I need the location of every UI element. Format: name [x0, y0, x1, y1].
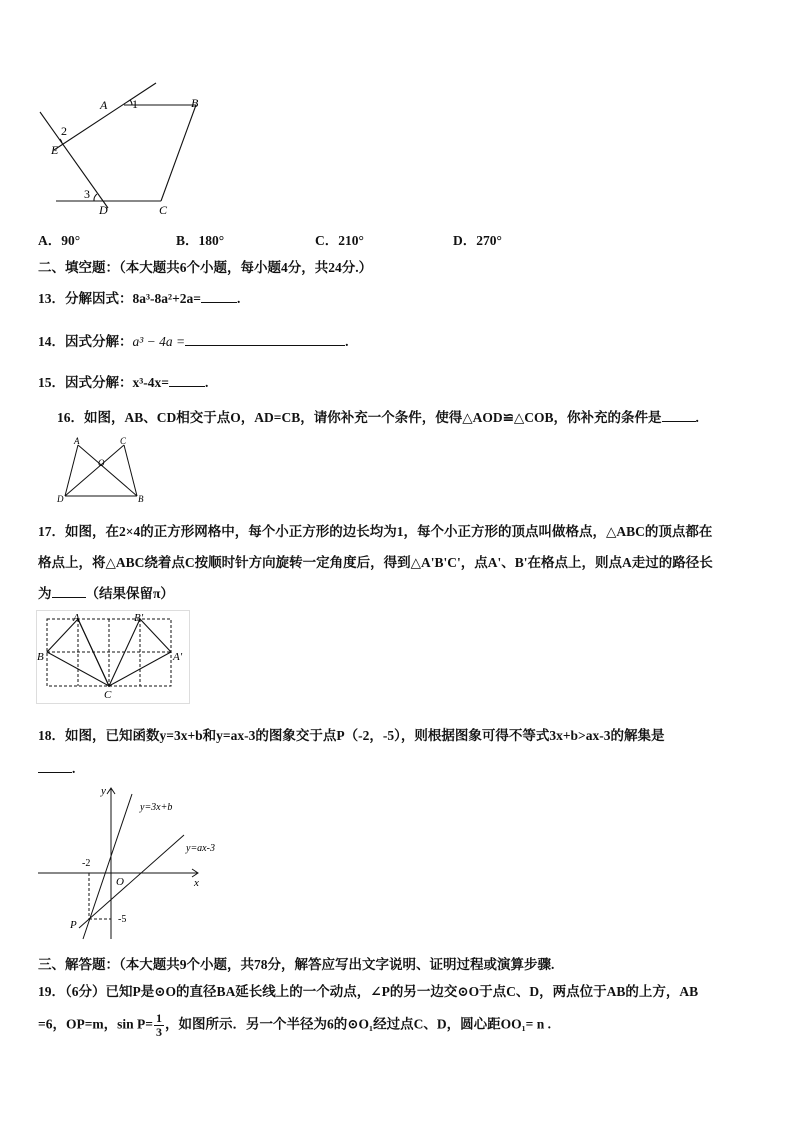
- question-15: [38, 371, 208, 391]
- q14-suffix: .: [345, 334, 349, 349]
- q18-suffix: .: [72, 761, 76, 776]
- label-A: A: [100, 98, 108, 112]
- segment-B-C: [161, 105, 196, 201]
- q15-expr: x³-4x=: [132, 375, 169, 390]
- label-B: B: [191, 96, 199, 110]
- q17-line3-suffix: （结果保留π）: [85, 586, 174, 601]
- label-origin: O: [116, 876, 124, 888]
- segment-C-B: [124, 445, 137, 496]
- label-D: D: [57, 494, 64, 504]
- label-B: B: [138, 494, 144, 504]
- q12-option-c: C．210°: [315, 233, 364, 248]
- question-19-line-1: 19．（6分）已知P是⊙O的直径BA延长线上的一个动点，∠P的另一边交⊙O于点C、D，两点位于AB的上方，AB: [38, 984, 699, 999]
- angle-arc-3: [94, 194, 97, 201]
- label-x-axis: x: [194, 877, 199, 889]
- segment-A-B: [78, 445, 137, 496]
- section2-header: 二、填空题：（本大题共6个小题，每小题4分，共24分.）: [38, 260, 373, 275]
- line-y-ax-3: [79, 835, 184, 928]
- label-A: A: [74, 436, 80, 446]
- label-line-ax-3: y=ax-3: [186, 843, 215, 854]
- figure-frame: [37, 611, 190, 704]
- label-line-3x-b: y=3x+b: [140, 802, 173, 813]
- label-A: A: [73, 612, 80, 624]
- q18-answer-blank: [38, 760, 72, 773]
- q18-figure: [36, 782, 236, 942]
- label-C: C: [104, 689, 112, 701]
- question-17-line-3: [38, 582, 174, 602]
- q12-option-b: B．180°: [176, 233, 225, 248]
- label-y-axis: y: [101, 785, 106, 797]
- label-point-P: P: [70, 919, 77, 931]
- q17-answer-blank: [52, 585, 86, 598]
- question-19-line-2: [38, 1012, 551, 1039]
- label-3: 3: [84, 187, 90, 201]
- q19-fraction: [154, 1012, 164, 1039]
- question-16: [57, 406, 699, 426]
- q19-fraction-numerator: 1: [155, 1011, 162, 1025]
- question-17-line-2: 格点上，将△ABC绕着点C按顺时针方向旋转一定角度后，得到△A'B'C'，点A'、B'在格点上，则点A走过的路径长: [38, 555, 713, 570]
- q12-option-d: D．270°: [453, 233, 502, 248]
- label-C: C: [159, 203, 168, 217]
- q13-prefix: 13．分解因式：: [38, 291, 133, 306]
- label-1: 1: [132, 97, 138, 111]
- question-17-line-1: 17．如图，在2×4的正方形网格中，每个小正方形的边长均为1，每个小正方形的顶点叫做格点，△ABC的顶点都在: [38, 524, 713, 539]
- q16-answer-blank: [662, 409, 696, 422]
- q12-option-a: A．90°: [38, 233, 81, 248]
- label-B: B: [37, 651, 44, 663]
- label-D: D: [99, 203, 108, 217]
- q14-expr: a³ − 4a =: [132, 334, 186, 349]
- label-minus-5: -5: [118, 914, 127, 925]
- q12-figure: [36, 80, 226, 220]
- q17-line3-prefix: 为: [38, 586, 52, 601]
- line-through-E-A: [54, 83, 156, 150]
- q16-text: 16．如图，AB、CD相交于点O，AD=CB，请你补充一个条件，使得△AOD≌△COB，你补充的条件是: [57, 410, 662, 425]
- question-13: [38, 287, 240, 307]
- line-through-E-D: [40, 112, 108, 208]
- q15-suffix: .: [205, 375, 209, 390]
- question-18-line-2: [38, 760, 75, 777]
- q19-line2-b: ，如图所示．另一个半径为6的⊙O₁经过点C、D，圆心距OO₁= n .: [164, 1016, 551, 1032]
- label-C: C: [120, 436, 127, 446]
- segment-A-D: [65, 445, 78, 496]
- label-minus-2: -2: [82, 858, 91, 869]
- q13-suffix: .: [236, 291, 241, 306]
- q17-figure: [36, 610, 190, 704]
- label-2: 2: [61, 124, 67, 138]
- section3-header: 三、解答题：（本大题共9个小题，共78分，解答应写出文字说明、证明过程或演算步骤.: [38, 957, 555, 972]
- q15-answer-blank: [169, 374, 205, 387]
- label-B-prime: B′: [134, 612, 144, 624]
- label-A-prime: A′: [173, 651, 183, 663]
- q15-prefix: 15．因式分解：: [38, 375, 133, 390]
- q14-prefix: 14．因式分解：: [38, 334, 133, 349]
- q16-figure: [52, 434, 148, 508]
- q14-answer-blank: [185, 333, 345, 346]
- segment-C-D: [65, 445, 124, 496]
- q16-suffix: .: [695, 410, 699, 425]
- q19-line2-a: =6，OP=m，sin P=: [38, 1016, 153, 1032]
- label-O: O: [98, 458, 105, 468]
- q19-fraction-denominator: 3: [155, 1025, 162, 1039]
- q13-answer-blank: [201, 290, 237, 303]
- label-E: E: [51, 143, 59, 157]
- q13-expr: 8a³-8a²+2a=: [132, 291, 201, 306]
- question-14: [38, 330, 349, 350]
- question-18-line-1: 18．如图，已知函数y=3x+b和y=ax-3的图象交于点P（-2，-5），则根据图象可得不等式3x+b>ax-3的解集是: [38, 728, 665, 743]
